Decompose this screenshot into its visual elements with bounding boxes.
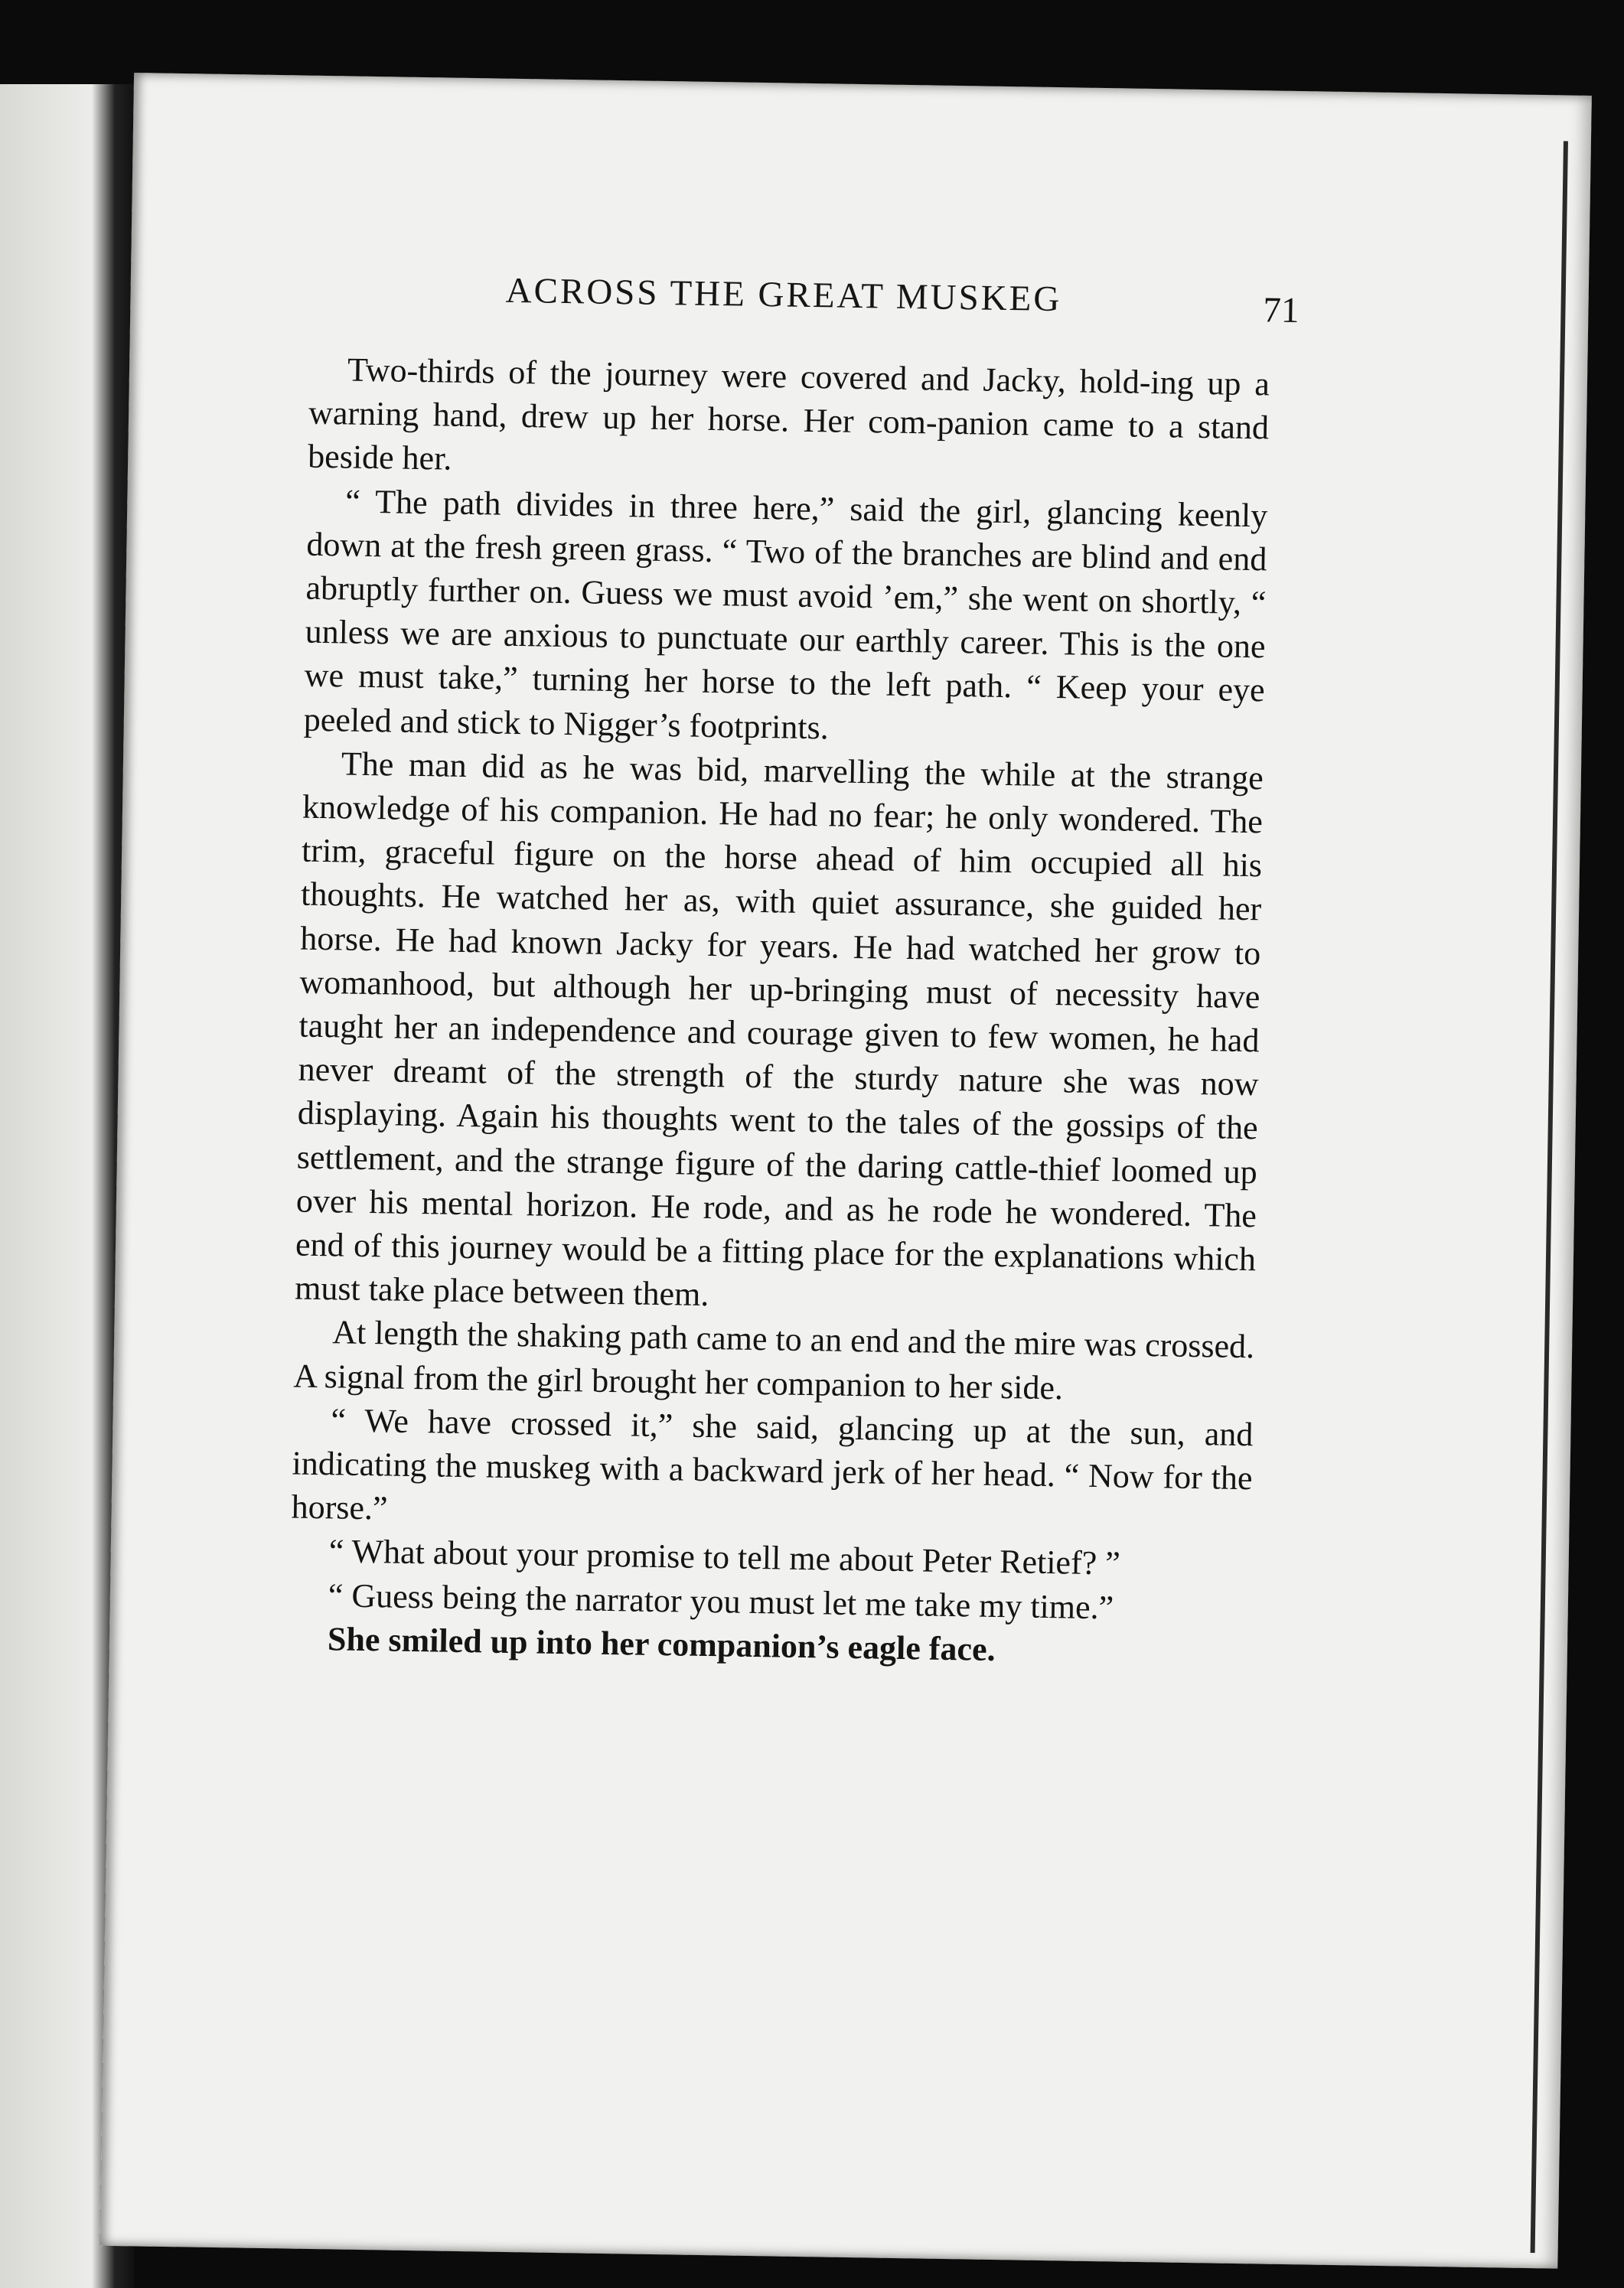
paragraph: “ What about your promise to tell me about Peter Retief? ” — [328, 1532, 1121, 1583]
paragraph: At length the shaking path came to an end and the mire was crossed. A signal from the girl brought her companion to her side. — [293, 1313, 1255, 1406]
paragraph: “ The path divides in three here,” said the girl, glancing keenly down at the fresh green grass. “ Two of the branches are blind and end abruptly further on. Guess we must avoid ’em,” she went on shortly, “ unless we are anxious to punctuate our earthly career. This is the one we must take,” turning her horse to the left path. “ Keep your eye peeled and stick to Nigger’s footprints. — [303, 482, 1268, 747]
paragraph: “ We have crossed it,” she said, glancing up at the sun, and indicating the muskeg with a backward jerk of her head. “ Now for the horse.” — [291, 1401, 1254, 1527]
running-head — [130, 264, 1589, 348]
book-page — [100, 73, 1592, 2269]
paragraph: The man did as he was bid, marvelling the while at the strange knowledge of his companion. He had no fear; he only wondered. The trim, graceful figure on the horse ahead of him occupied all his thoughts. He watched her as, with quiet assurance, she guided her horse. He had known Jacky for years. He had watched her grow to womanhood, but although her up-bringing must of necessity have taught her an independence and courage given to few women, he had never dreamt of the strength of the sturdy nature she was now displaying. Again his thoughts went to the tales of the gossips of the settlement, and the strange figure of the daring cattle-thief loomed up over his mental horizon. He rode, and as he rode he wondered. The end of this journey would be a fitting place for the explanations which must take place between them. — [294, 745, 1264, 1314]
page-number: 71 — [1263, 290, 1300, 331]
page-edge-shadow — [1531, 141, 1568, 2253]
paragraph: Two-thirds of the journey were covered and Jacky, hold-ing up a warning hand, drew up her horse. Her com-panion came to a stand beside her. — [307, 350, 1270, 478]
paragraph: She smiled up into her companion’s eagle face. — [327, 1620, 996, 1668]
paragraph: “ Guess being the narrator you must let me take my time.” — [328, 1576, 1114, 1627]
body-text — [289, 347, 1270, 1676]
running-head-title: ACROSS THE GREAT MUSKEG — [505, 270, 1062, 320]
